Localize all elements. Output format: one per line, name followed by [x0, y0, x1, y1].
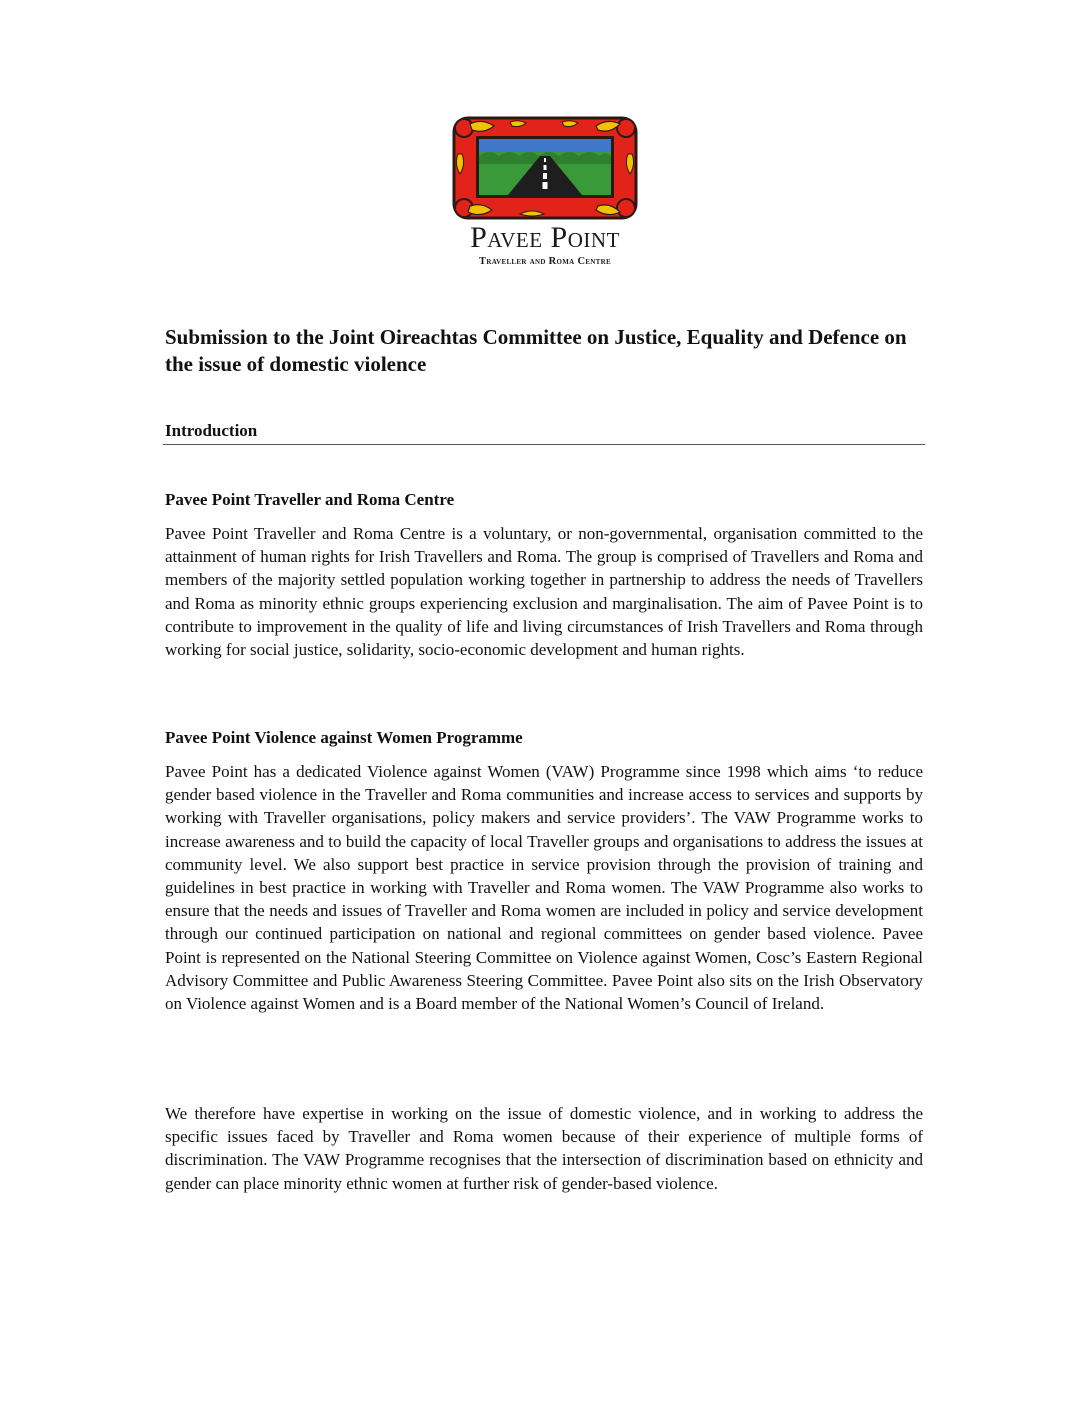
introduction-heading: Introduction [165, 421, 258, 440]
logo-subtitle: Traveller and Roma Centre [479, 256, 611, 267]
logo-name: Pavee Point [470, 221, 620, 254]
logo-emblem-icon [450, 116, 640, 222]
section-heading: Pavee Point Violence against Women Programme [165, 728, 523, 747]
heading-divider [163, 444, 925, 445]
document-title: Submission to the Joint Oireachtas Committee on Justice, Equality and Defence on the issue of domestic violence [165, 325, 907, 376]
section-paragraph: Pavee Point has a dedicated Violence against Women (VAW) Programme since 1998 which aims ‘to reduce gender based violence in the Traveller and Roma communities and increase access to services and supports by working with Traveller organisations, policy makers and service providers’. The VAW Programme works to increase awareness and to build the capacity of local Traveller groups and organisations to address the issues at community level. We also support best practice in service provision through the provision of training and guidelines in best practice in working with Traveller and Roma women. The VAW Programme also works to ensure that the needs and issues of Traveller and Roma women are included in policy and service development through our continued participation on national and regional committees on gender based violence. Pavee Point is represented on the National Steering Committee on Violence against Women, Cosc’s Eastern Regional Advisory Committee and Public Awareness Steering Committee. Pavee Point also sits on the Irish Observatory on Violence against Women and is a Board member of the National Women’s Council of Ireland. [165, 762, 923, 1014]
section-paragraph: Pavee Point Traveller and Roma Centre is a voluntary, or non-governmental, organisation committed to the attainment of human rights for Irish Travellers and Roma. The group is comprised of Travellers and Roma and members of the majority settled population working together in partnership to address the needs of Travellers and Roma as minority ethnic groups experiencing exclusion and marginalisation. The aim of Pavee Point is to contribute to improvement in the quality of life and living circumstances of Irish Travellers and Roma through working for social justice, solidarity, socio-economic development and human rights. [165, 524, 923, 660]
section-paragraph: We therefore have expertise in working on the issue of domestic violence, and in working to address the specific issues faced by Traveller and Roma women because of their experience of multiple forms of discrimination. The VAW Programme recognises that the intersection of discrimination based on ethnicity and gender can place minority ethnic women at further risk of gender-based violence. [165, 1104, 923, 1193]
section-heading: Pavee Point Traveller and Roma Centre [165, 490, 455, 509]
